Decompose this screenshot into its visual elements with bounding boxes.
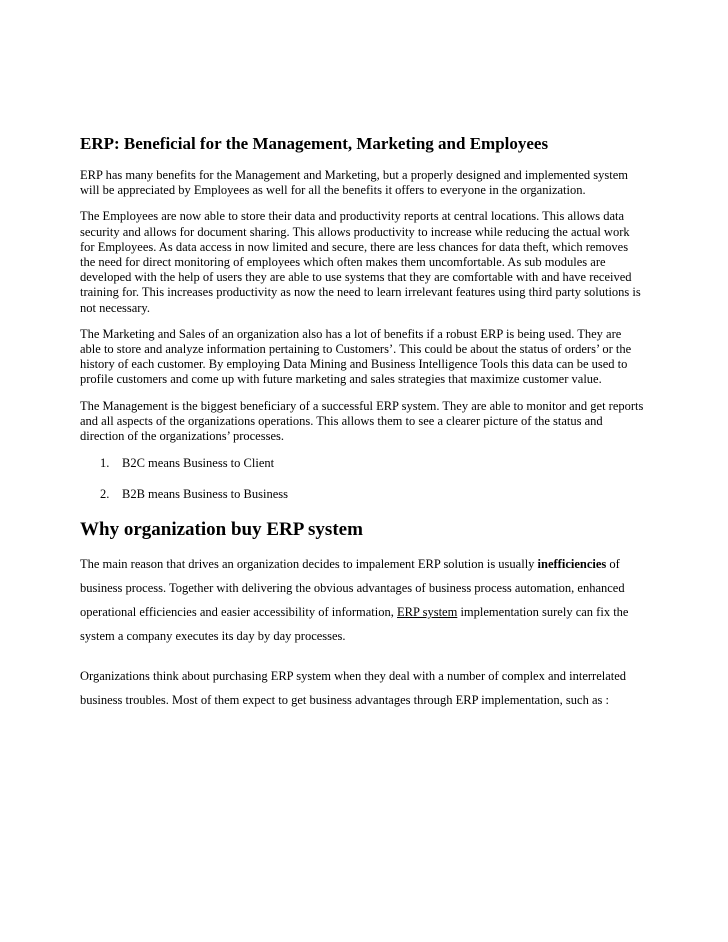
- bold-text-inefficiencies: inefficiencies: [537, 557, 607, 572]
- list-item: [80, 456, 645, 471]
- list-item-number: 2.: [100, 487, 110, 502]
- numbered-list: [80, 456, 645, 502]
- erp-system-link[interactable]: ERP system: [397, 605, 458, 620]
- list-item-text: B2C means Business to Client: [122, 456, 275, 471]
- text-run: The main reason that drives an organization decides to impalement ERP solution is usually: [80, 557, 538, 572]
- paragraph-intro: ERP has many benefits for the Management and Marketing, but a properly designed and implemented system will be appreciated by Employees as well for all the benefits it offers to everyone in the organization.: [80, 168, 629, 198]
- text-run: implementation surely can fix the system a company executes its day by day processes.: [80, 605, 629, 644]
- section-heading-why-buy-erp: Why organization buy ERP system: [80, 519, 363, 541]
- paragraph-marketing: The Marketing and Sales of an organization also has a lot of benefits if a robust ERP is being used. They are able to store and analyze information pertaining to Customers’. This could be about the status of orders’ or the history of each customer. By employing Data Mining and Business Intelligence Tools this data can be used to profile customers and come up with future marketing and sales strategies that maximize customer value.: [80, 326, 632, 387]
- section-heading-erp-benefits: ERP: Beneficial for the Management, Marketing and Employees: [80, 134, 549, 153]
- paragraph-organizations-think: Organizations think about purchasing ERP system when they deal with a number of complex and interrelated business troubles. Most of them expect to get business advantages through ERP implementation, such as :: [80, 669, 627, 708]
- document-page: [80, 132, 645, 728]
- list-item-text: B2B means Business to Business: [122, 487, 288, 502]
- list-item-number: 1.: [100, 456, 110, 471]
- text-run: of business process. Together with delivering the obvious advantages of business process automation, enhanced operational efficiencies and easier accessibility of information,: [80, 557, 625, 620]
- paragraph-main-reason: [80, 552, 645, 648]
- list-item: [80, 487, 645, 502]
- paragraph-management: The Management is the biggest beneficiary of a successful ERP system. They are able to monitor and get reports and all aspects of the organizations operations. This allows them to see a clearer picture of the status and direction of the organizations’ processes.: [80, 398, 644, 444]
- paragraph-employees: The Employees are now able to store their data and productivity reports at central locations. This allows data security and allows for document sharing. This allows productivity to increase while reducing the actual work for Employees. As data access in now limited and secure, there are less chances for data theft, which removes the need for direct monitoring of employees which often makes them uncomfortable. As sub modules are developed with the help of users they are able to use systems that they are comfortable with and have received training for. This increases productivity as now the need to learn irrelevant features using third party solutions is not necessary.: [80, 209, 641, 315]
